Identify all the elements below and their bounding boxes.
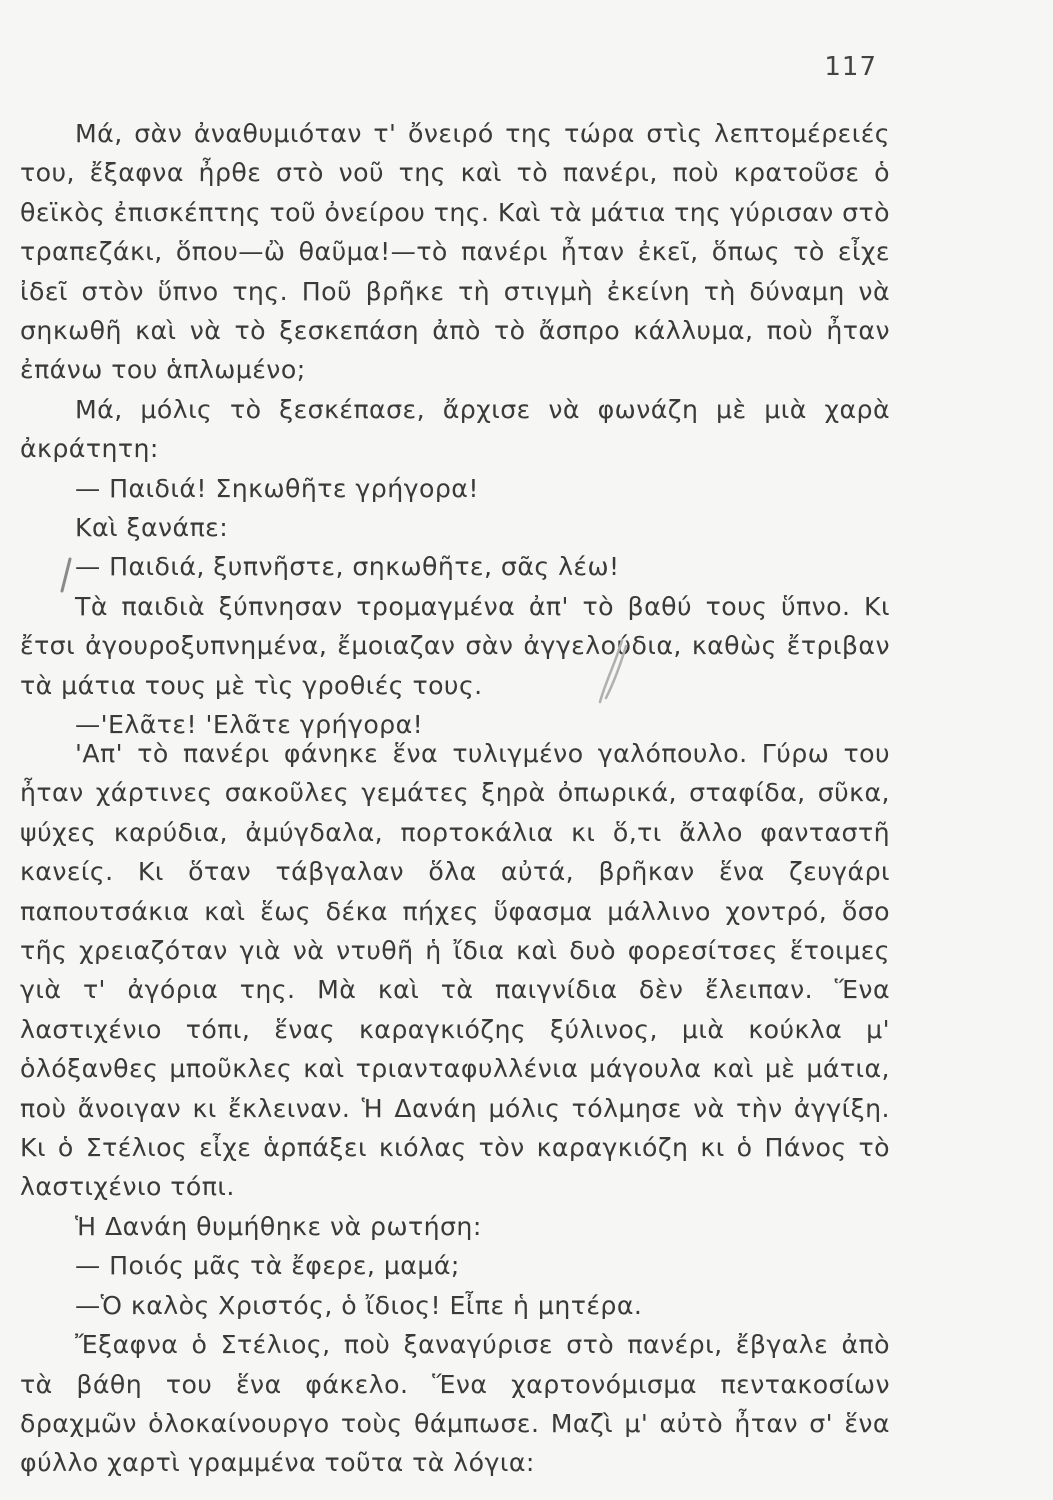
paragraph: Ἔξαφνα ὁ Στέλιος, ποὺ ξαναγύρισε στὸ πανέρι, ἔβγαλε ἀπὸ τὰ βάθη του ἕνα φάκελο. Ἕνα χαρτονόμισμα πεντακοσίων δραχμῶν ὁλοκαίνουργο τοὺς θάμπωσε. Μαζὶ μ' αὐτὸ ἦταν σ' ἕνα φύλλο χαρτὶ γραμμένα τοῦτα τὰ λόγια: [20,1330,899,1478]
page-number: 117 [824,52,877,82]
paragraph: Μά, σὰν ἀναθυμιόταν τ' ὄνειρό της τώρα στὶς λεπτομέρειές του, ἔξαφνα ἦρθε στὸ νοῦ της καὶ τὸ πανέρι, ποὺ κρατοῦσε ὁ θεϊκὸς ἐπισκέπτης τοῦ ὀνείρου της. Καὶ τὰ μάτια της γύρισαν στὸ τραπεζάκι, ὅπου—ὢ θαῦμα!—τὸ πανέρι ἦταν ἐκεῖ, ὅπως τὸ εἶχε ἰδεῖ στὸν ὕπνο της. Ποῦ βρῆκε τὴ στιγμὴ ἐκείνη τὴ δύναμη νὰ σηκωθῆ καὶ νὰ τὸ ξεσκεπάση ἀπὸ τὸ ἄσπρο κάλλυμα, ποὺ ἦταν ἐπάνω του ἁπλωμένο; [20,119,899,385]
paragraph: Μά, μόλις τὸ ξεσκέπασε, ἄρχισε νὰ φωνάζη μὲ μιὰ χαρὰ ἀκράτητη: [20,394,899,464]
dialogue-line: —'Ελᾶτε! 'Ελᾶτε γρήγορα! [75,710,424,740]
paragraph: Τὰ παιδιὰ ξύπνησαν τρομαγμένα ἀπ' τὸ βαθύ τους ὕπνο. Κι ἔτσι ἀγουροξυπνημένα, ἔμοιαζαν σὰν ἀγγελούδια, καθὼς ἔτριβαν τὰ μάτια τους μὲ τὶς γροθιές τους. [20,591,899,700]
dialogue-line: —Ὁ καλὸς Χριστός, ὁ ἴδιος! Εἶπε ἡ μητέρα. [75,1290,643,1320]
dialogue-line: — Ποιός μᾶς τὰ ἔφερε, μαμά; [75,1251,460,1281]
paragraph: Καὶ ξανάπε: [75,513,229,543]
paragraph: 'Απ' τὸ πανέρι φάνηκε ἕνα τυλιγμένο γαλόπουλο. Γύρω του ἦταν χάρτινες σακοῦλες γεμάτες ξηρὰ ὀπωρικά, σταφίδα, σῦκα, ψύχες καρύδια, ἀμύγδαλα, πορτοκάλια κι ὅ,τι ἄλλο φανταστῆ κανείς. Κι ὅταν τάβγαλαν ὅλα αὐτά, βρῆκαν ἕνα ζευγάρι παπουτσάκια καὶ ἕως δέκα πήχες ὕφασμα μάλλινο χοντρό, ὅσο τῆς χρειαζόταν γιὰ νὰ ντυθῆ ἡ ἴδια καὶ δυὸ φορεσίτσες ἕτοιμες γιὰ τ' ἀγόρια της. Μὰ καὶ τὰ παιγνίδια δὲν ἔλειπαν. Ἕνα λαστιχένιο τόπι, ἕνας καραγκιόζης ξύλινος, μιὰ κούκλα μ' ὁλόξανθες μποῦκλες καὶ τριανταφυλλένια μάγουλα καὶ μὲ μάτια, ποὺ ἄνοιγαν κι ἔκλειναν. Ἡ Δανάη μόλις τόλμησε νὰ τὴν ἀγγίξη. Κι ὁ Στέλιος εἶχε ἁρπάξει κιόλας τὸν καραγκιόζη κι ὁ Πάνος τὸ λαστιχένιο τόπι. [20,739,899,1202]
dialogue-line: — Παιδιά! Σηκωθῆτε γρήγορα! [75,473,479,503]
text-block-top [20,114,899,745]
paragraph: Ἡ Δανάη θυμήθηκε νὰ ρωτήση: [75,1211,482,1241]
text-block-bottom [20,734,899,1483]
dialogue-line: — Παιδιά, ξυπνῆστε, σηκωθῆτε, σᾶς λέω! [75,552,620,582]
